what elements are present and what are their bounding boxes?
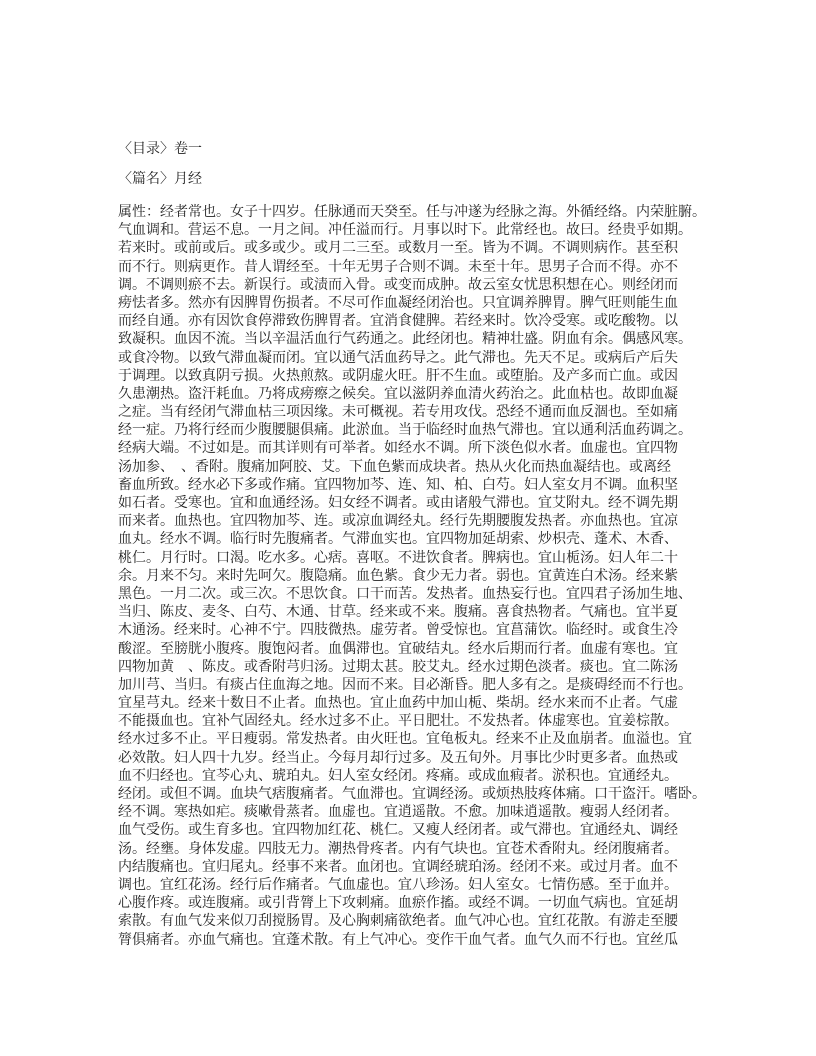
text-line: 或食冷物。以致气滞血凝而闭。宜以通气活血药导之。此气滞也。先天不足。或病后产后失 bbox=[118, 349, 678, 366]
text-line: 经病大端。不过如是。而其详则有可举者。如经水不调。所下淡色似水者。血虚也。宜四物 bbox=[118, 440, 678, 457]
text-line: 经水过多不止。平日瘦弱。常发热者。由火旺也。宜龟板丸。经来不止及血崩者。血溢也。宜 bbox=[118, 731, 692, 748]
text-line: 久患潮热。盗汗耗血。乃将成痨瘵之候矣。宜以滋阴养血清火药治之。此血枯也。故即血凝 bbox=[118, 385, 678, 402]
text-line: 经闭。或但不调。血块气痞腹痛者。气血滞也。宜调经汤。或烦热肢疼体痛。口干盗汗。嗜卧。 bbox=[118, 786, 706, 802]
text-line: 如石者。受寒也。宜和血通经汤。妇女经不调者。或由诸般气滞也。宜艾附丸。经不调先期 bbox=[118, 495, 678, 511]
text-line: 之症。当有经闭气滞血枯三项因缘。未可概视。若专用攻伐。恐经不通而血反涸也。至如痛 bbox=[118, 404, 678, 421]
text-line: 气血调和。营运不息。一月之间。冲任溢而行。月事以时下。此常经也。故曰。经贵乎如期。 bbox=[118, 222, 692, 239]
text-line: 调也。宜红花汤。经行后作痛者。气血虚也。宜八珍汤。妇人室女。七情伤感。至于血并。 bbox=[118, 876, 678, 893]
text-line: 酸涩。至膀胱小腹疼。腹饱闷者。血偶滞也。宜破结丸。经水后期而行者。血虚有寒也。宜 bbox=[118, 640, 678, 657]
text-line: 于调理。以致真阴亏损。火热煎熬。或阴虚火旺。肝不生血。或堕胎。及产多而亡血。或因 bbox=[118, 367, 678, 384]
toc-heading: 〈目录〉卷一 bbox=[118, 141, 202, 157]
text-line: 必效散。妇人四十九岁。经当止。今每月却行过多。及五旬外。月事比少时更多者。血热或 bbox=[118, 749, 678, 766]
text-line: 内结腹痛也。宜归尾丸。经事不来者。血闭也。宜调经琥珀汤。经闭不来。或过月者。血不 bbox=[118, 858, 678, 875]
text-line: 加川芎、当归。有痰占住血海之地。因而不来。目必渐昏。肥人多有之。是痰碍经而不行也。 bbox=[118, 676, 692, 693]
text-line: 致凝积。血因不流。当以辛温活血行气药通之。此经闭也。精神壮盛。阴血有余。偶感风寒。 bbox=[118, 331, 692, 348]
text-line: 当归、陈皮、麦冬、白芍、木通、甘草。经来或不来。腹痛。喜食热物者。气痛也。宜半夏 bbox=[118, 604, 678, 621]
text-line: 索散。有血气发来似刀刮搅肠胃。及心胸刺痛欲绝者。血气冲心也。宜红花散。有游走至腰 bbox=[118, 913, 678, 930]
text-line: 汤加参、 、香附。腹痛加阿胶、艾。下血色紫而成块者。热从火化而热血凝结也。或离经 bbox=[118, 458, 671, 475]
text-line: 畜血所致。经水必下多或作痛。宜四物加芩、连、知、柏、白芍。妇人室女月不调。血积坚 bbox=[118, 476, 678, 493]
text-line: 桃仁。月行时。口渴。吃水多。心痞。喜呕。不进饮食者。脾病也。宜山栀汤。妇人年二十 bbox=[118, 549, 678, 566]
text-line: 木通汤。经来时。心神不宁。四肢微热。虚劳者。曾受惊也。宜菖蒲饮。临经时。或食生冷 bbox=[118, 622, 678, 639]
text-line: 血气受伤。或生育多也。宜四物加红花、桃仁。又瘦人经闭者。或气滞也。宜通经丸、调经 bbox=[118, 822, 678, 839]
text-line: 痨怯者多。然亦有因脾胃伤损者。不尽可作血凝经闭治也。只宜调养脾胃。脾气旺则能生血 bbox=[118, 294, 678, 311]
text-line: 不能摄血也。宜补气固经丸。经水过多不止。平日肥壮。不发热者。体虚寒也。宜姜棕散。 bbox=[118, 713, 678, 730]
text-line: 而来者。血热也。宜四物加芩、连。或凉血调经丸。经行先期腰腹发热者。亦血热也。宜凉 bbox=[118, 513, 678, 530]
text-line: 四物加黄 、陈皮。或香附芎归汤。过期太甚。胶艾丸。经水过期色淡者。痰也。宜二陈汤 bbox=[118, 658, 678, 675]
text-line: 余。月来不匀。来时先呵欠。腹隐痛。血色紫。食少无力者。弱也。宜黄连白术汤。经来紫 bbox=[118, 567, 678, 584]
text-line: 经不调。寒热如疟。痰嗽骨蒸者。血虚也。宜逍遥散。不愈。加味逍遥散。瘦弱人经闭者。 bbox=[118, 804, 678, 821]
text-line: 血丸。经水不调。临行时先腹痛者。气滞血实也。宜四物加延胡索、炒枳壳、蓬术、木香、 bbox=[118, 531, 678, 548]
text-line: 而不行。则病更作。昔人谓经至。十年无男子合则不调。未至十年。思男子合而不得。亦不 bbox=[118, 258, 678, 275]
text-line: 膂俱痛者。亦血气痛也。宜蓬术散。有上气冲心。变作干血气者。血气久而不行也。宜丝瓜 bbox=[118, 931, 678, 948]
text-line: 心腹作疼。或连腹痛。或引背膂上下攻刺痛。血瘀作搐。或经不调。一切血气病也。宜延胡 bbox=[118, 895, 678, 912]
chapter-title: 〈篇名〉月经 bbox=[118, 171, 202, 187]
text-line: 若来时。或前或后。或多或少。或月二三至。或数月一至。皆为不调。不调则病作。甚至积 bbox=[118, 240, 678, 257]
text-line: 经一症。乃将行经而少腹腰腿俱痛。此淤血。当于临经时血热气滞也。宜以通利活血药调之。 bbox=[118, 422, 692, 439]
text-line: 血不归经也。宜芩心丸、琥珀丸。妇人室女经闭。疼痛。或成血瘕者。淤积也。宜通经丸。 bbox=[118, 767, 678, 784]
text-line: 黑色。一月二次。或三次。不思饮食。口干而苦。发热者。血热妄行也。宜四君子汤加生地、 bbox=[118, 585, 692, 602]
text-line: 调。不调则瘀不去。新误行。或渍而入骨。或变而成肿。故云室女忧思积想在心。则经闭而 bbox=[118, 276, 678, 293]
body-text bbox=[118, 203, 718, 949]
text-line: 汤。经壅。身体发虚。四肢无力。潮热骨疼者。内有气块也。宜苍术香附丸。经闭腹痛者。 bbox=[118, 840, 678, 857]
text-line: 而经自通。亦有因饮食停滞致伤脾胃者。宜消食健脾。若经来时。饮冷受寒。或吃酸物。以 bbox=[118, 313, 678, 330]
text-line: 属性：经者常也。女子十四岁。任脉通而天癸至。任与冲遂为经脉之海。外循经络。内荣脏腑。 bbox=[118, 204, 706, 220]
text-line: 宜星芎丸。经来十数日不止者。血热也。宜止血药中加山栀、柴胡。经水来而不止者。气虚 bbox=[118, 695, 678, 712]
